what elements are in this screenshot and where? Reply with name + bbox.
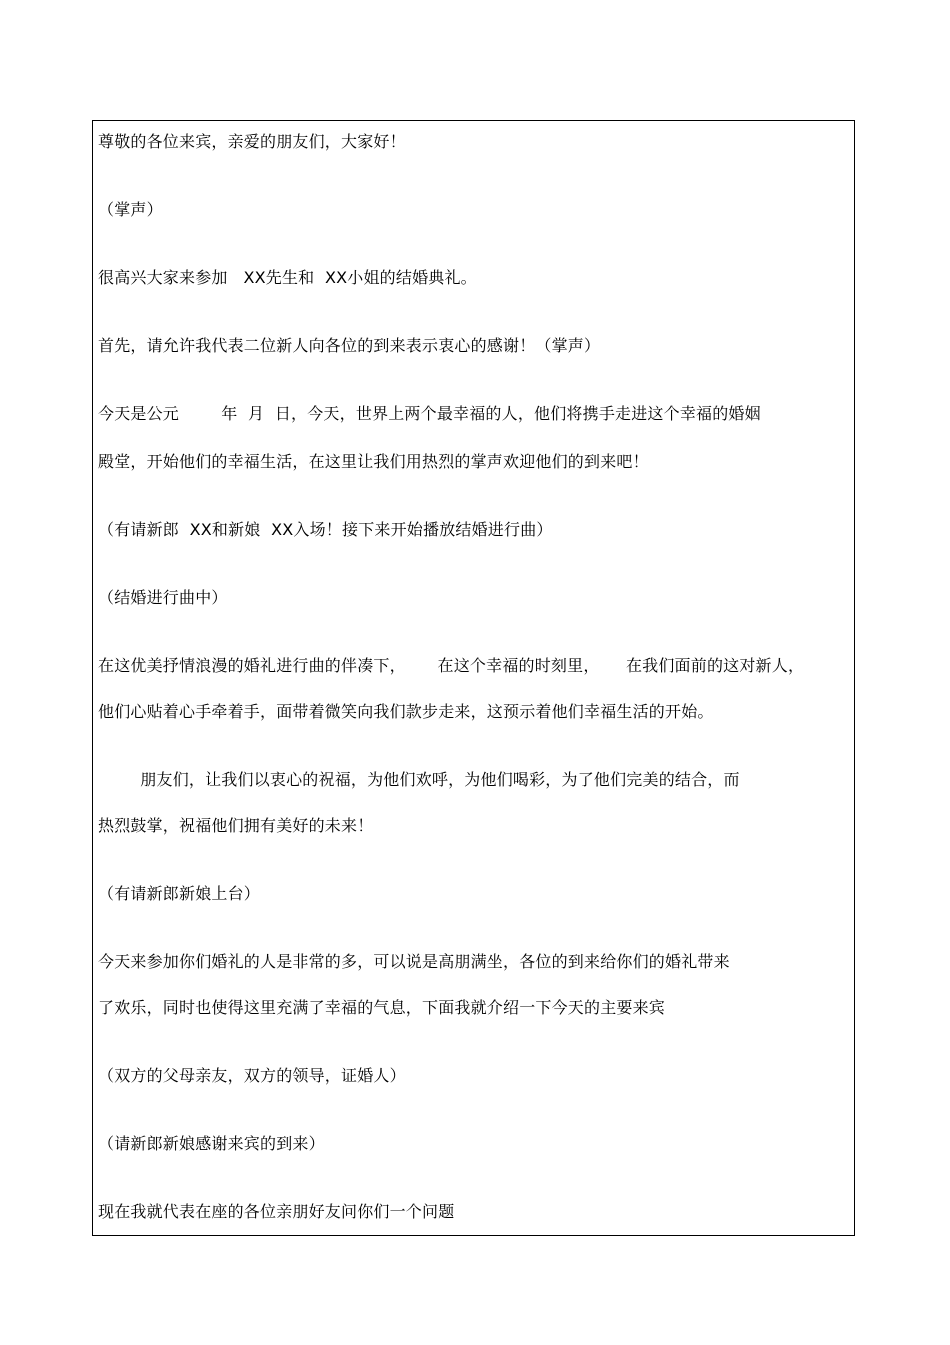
text-line-blessing-cont: 热烈鼓掌，祝福他们拥有美好的未来！ xyxy=(98,816,374,835)
text-line-date: 今天是公元 年 月 日，今天，世界上两个最幸福的人，他们将携手走进这个幸福的婚姻 xyxy=(98,404,761,423)
text-line-blessing: 朋友们，让我们以衷心的祝福，为他们欢呼，为他们喝彩，为了他们完美的结合，而 xyxy=(98,770,740,789)
text-line-guests: 今天来参加你们婚礼的人是非常的多，可以说是高朋满坐，各位的到来给你们的婚礼带来 xyxy=(98,952,730,971)
text-line-parents: （双方的父母亲友，双方的领导，证婚人） xyxy=(98,1066,406,1085)
text-line-march-desc: 在这优美抒情浪漫的婚礼进行曲的伴凑下， 在这个幸福的时刻里， 在我们面前的这对新人， xyxy=(98,656,805,675)
text-line-greeting: 尊敬的各位来宾，亲爱的朋友们，大家好！ xyxy=(98,132,406,151)
text-line-question: 现在我就代表在座的各位亲朋好友问你们一个问题 xyxy=(98,1202,455,1221)
text-line-entrance: （有请新郎 XX和新娘 XX入场！接下来开始播放结婚进行曲） xyxy=(98,520,553,539)
text-line-march-desc-cont: 他们心贴着心手牵着手，面带着微笑向我们款步走来，这预示着他们幸福生活的开始。 xyxy=(98,702,714,721)
text-line-applause-1: （掌声） xyxy=(98,200,163,219)
text-line-date-cont: 殿堂，开始他们的幸福生活，在这里让我们用热烈的掌声欢迎他们的到来吧！ xyxy=(98,452,649,471)
text-line-guests-cont: 了欢乐，同时也使得这里充满了幸福的气息，下面我就介绍一下今天的主要来宾 xyxy=(98,998,666,1017)
text-line-thank-guests: （请新郎新娘感谢来宾的到来） xyxy=(98,1134,325,1153)
text-line-stage: （有请新郎新娘上台） xyxy=(98,884,261,903)
text-line-march: （结婚进行曲中） xyxy=(98,588,228,607)
text-line-welcome: 很高兴大家来参加 XX先生和 XX小姐的结婚典礼。 xyxy=(98,268,477,287)
text-line-thanks: 首先，请允许我代表二位新人向各位的到来表示衷心的感谢！（掌声） xyxy=(98,336,601,355)
